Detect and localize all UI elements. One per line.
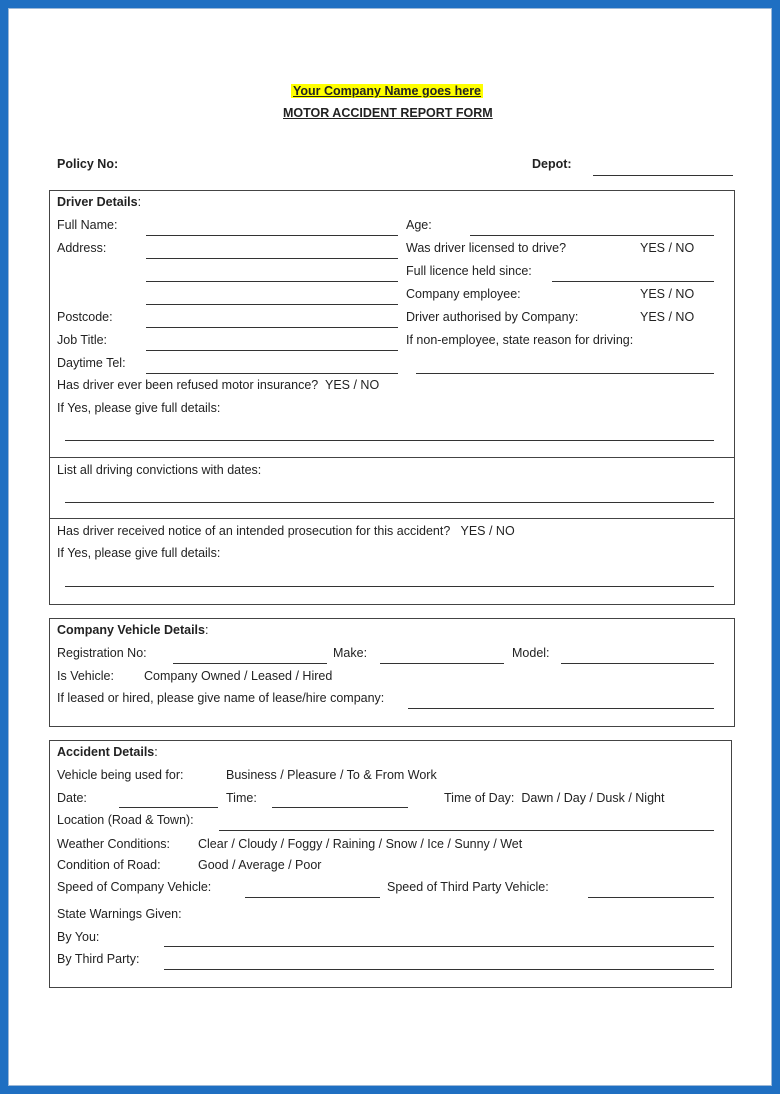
form-title: MOTOR ACCIDENT REPORT FORM bbox=[283, 106, 493, 120]
address-field-3[interactable] bbox=[146, 304, 398, 305]
by-you-field[interactable] bbox=[164, 946, 714, 947]
licensed-options[interactable]: YES / NO bbox=[640, 241, 695, 255]
by-you-label: By You: bbox=[57, 930, 100, 944]
location-label: Location (Road & Town): bbox=[57, 813, 194, 827]
used-for-options[interactable]: Business / Pleasure / To & From Work bbox=[226, 768, 437, 782]
licence-since-field[interactable] bbox=[552, 281, 714, 282]
age-label: Age: bbox=[406, 218, 432, 232]
speed-third-field[interactable] bbox=[588, 897, 714, 898]
full-name-field[interactable] bbox=[146, 235, 398, 236]
job-title-label: Job Title: bbox=[57, 333, 108, 347]
postcode-field[interactable] bbox=[146, 327, 398, 328]
speed-company-field[interactable] bbox=[245, 897, 380, 898]
make-field[interactable] bbox=[380, 663, 504, 664]
date-field[interactable] bbox=[119, 807, 218, 808]
lease-company-label: If leased or hired, please give name of lease/hire company: bbox=[57, 691, 385, 705]
authorised-options[interactable]: YES / NO bbox=[640, 310, 695, 324]
registration-label: Registration No: bbox=[57, 646, 147, 660]
address-field-1[interactable] bbox=[146, 258, 398, 259]
road-options[interactable]: Good / Average / Poor bbox=[198, 858, 322, 872]
convictions-label: List all driving convictions with dates: bbox=[57, 463, 262, 477]
prosecution-options[interactable]: YES / NO bbox=[460, 524, 515, 538]
job-title-field[interactable] bbox=[146, 350, 398, 351]
daytime-tel-label: Daytime Tel: bbox=[57, 356, 126, 370]
road-label: Condition of Road: bbox=[57, 858, 161, 872]
by-third-label: By Third Party: bbox=[57, 952, 140, 966]
policy-label: Policy No: bbox=[57, 157, 119, 171]
driver-heading: Driver Details: bbox=[57, 195, 142, 209]
speed-third-label: Speed of Third Party Vehicle: bbox=[387, 880, 549, 894]
used-for-label: Vehicle being used for: bbox=[57, 768, 184, 782]
company-employee-options[interactable]: YES / NO bbox=[640, 287, 695, 301]
licensed-label: Was driver licensed to drive? bbox=[406, 241, 567, 255]
registration-field[interactable] bbox=[173, 663, 327, 664]
time-label: Time: bbox=[226, 791, 257, 805]
date-label: Date: bbox=[57, 791, 87, 805]
accident-heading: Accident Details: bbox=[57, 745, 158, 759]
convictions-field[interactable] bbox=[65, 502, 714, 503]
prosecution-label: Has driver received notice of an intended prosecution for this accident? YES / NO bbox=[57, 524, 515, 538]
location-field[interactable] bbox=[219, 830, 714, 831]
speed-company-label: Speed of Company Vehicle: bbox=[57, 880, 212, 894]
refused-label: Has driver ever been refused motor insurance? YES / NO bbox=[57, 378, 380, 392]
depot-field[interactable] bbox=[593, 175, 733, 176]
vehicle-heading: Company Vehicle Details: bbox=[57, 623, 209, 637]
prosecution-details-field[interactable] bbox=[65, 586, 714, 587]
lease-company-field[interactable] bbox=[408, 708, 714, 709]
make-label: Make: bbox=[333, 646, 368, 660]
prosecution-details-label: If Yes, please give full details: bbox=[57, 546, 221, 560]
authorised-label: Driver authorised by Company: bbox=[406, 310, 579, 324]
age-field[interactable] bbox=[470, 235, 714, 236]
time-field[interactable] bbox=[272, 807, 408, 808]
divider bbox=[49, 457, 735, 458]
refused-details-label: If Yes, please give full details: bbox=[57, 401, 221, 415]
full-name-label: Full Name: bbox=[57, 218, 118, 232]
warnings-label: State Warnings Given: bbox=[57, 907, 182, 921]
time-of-day-label: Time of Day: Dawn / Day / Dusk / Night bbox=[444, 791, 665, 805]
model-field[interactable] bbox=[561, 663, 714, 664]
depot-label: Depot: bbox=[532, 157, 572, 171]
is-vehicle-options[interactable]: Company Owned / Leased / Hired bbox=[144, 669, 333, 683]
time-of-day-options[interactable]: Dawn / Day / Dusk / Night bbox=[521, 791, 665, 805]
non-employee-field[interactable] bbox=[416, 373, 714, 374]
licence-since-label: Full licence held since: bbox=[406, 264, 532, 278]
refused-options[interactable]: YES / NO bbox=[324, 378, 380, 392]
is-vehicle-label: Is Vehicle: bbox=[57, 669, 114, 683]
by-third-field[interactable] bbox=[164, 969, 714, 970]
company-employee-label: Company employee: bbox=[406, 287, 521, 301]
address-field-2[interactable] bbox=[146, 281, 398, 282]
refused-details-field[interactable] bbox=[65, 440, 714, 441]
non-employee-label: If non-employee, state reason for driving: bbox=[406, 333, 634, 347]
weather-options[interactable]: Clear / Cloudy / Foggy / Raining / Snow / Ice / Sunny / Wet bbox=[198, 837, 523, 851]
company-name: Your Company Name goes here bbox=[293, 84, 482, 98]
postcode-label: Postcode: bbox=[57, 310, 113, 324]
divider bbox=[49, 518, 735, 519]
daytime-tel-field[interactable] bbox=[146, 373, 398, 374]
driver-details-section bbox=[49, 190, 735, 605]
weather-label: Weather Conditions: bbox=[57, 837, 171, 851]
address-label: Address: bbox=[57, 241, 107, 255]
model-label: Model: bbox=[512, 646, 550, 660]
